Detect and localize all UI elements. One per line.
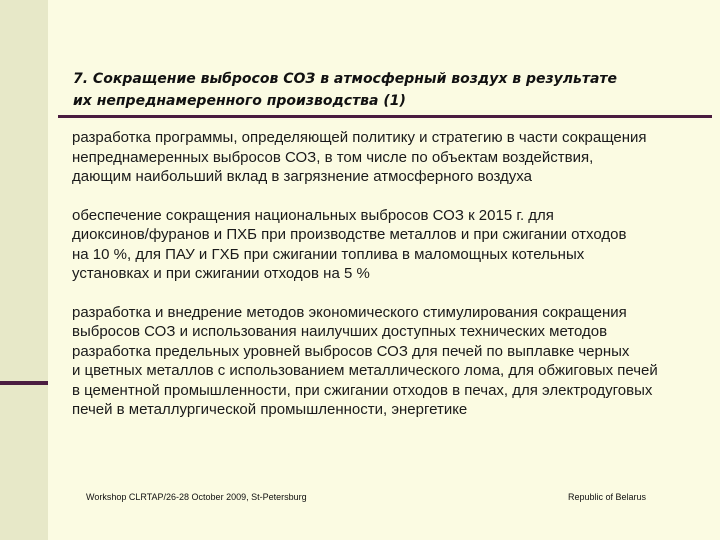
- slide-title: [73, 68, 693, 112]
- paragraph-program: [72, 128, 712, 187]
- paragraph-reduction-targets: [72, 206, 712, 284]
- footer-country: Republic of Belarus: [568, 492, 647, 502]
- slide-title-line-2: их непреднамеренного производства (1): [73, 93, 406, 109]
- paragraph-line: в цементной промышленности, при сжигании отходов в печах, для электродуговых: [72, 381, 653, 399]
- paragraph-line: установках и при сжигании отходов на 5 %: [72, 265, 370, 282]
- paragraph-line: печей в металлургической промышленности, энергетике: [72, 401, 468, 418]
- paragraph-line: диоксинов/фуранов и ПХБ при производстве металлов и при сжигании отходов: [72, 226, 627, 243]
- paragraph-line: дающим наибольший вклад в загрязнение атмосферного воздуха: [72, 168, 532, 185]
- paragraph-line: на 10 %, для ПАУ и ГХБ при сжигании топлива в маломощных котельных: [72, 245, 585, 263]
- left-decorative-bar: [0, 0, 48, 540]
- footer-workshop: Workshop CLRTAP/26-28 October 2009, St-Petersburg: [86, 492, 307, 502]
- paragraph-line: разработка и внедрение методов экономического стимулирования сокращения: [72, 303, 627, 321]
- left-accent-line: [0, 381, 48, 385]
- paragraph-line: и цветных металлов с использованием металлического лома, для обжиговых печей: [72, 362, 658, 379]
- slide-title-line-1: 7. Сокращение выбросов СОЗ в атмосферный воздух в результате: [73, 71, 618, 87]
- title-divider: [58, 115, 712, 118]
- paragraph-line: непреднамеренных выбросов СОЗ, в том числе по объектам воздействия,: [72, 148, 594, 166]
- slide-body: [72, 128, 712, 420]
- paragraph-line: разработка предельных уровней выбросов СОЗ для печей по выплавке черных: [72, 342, 630, 360]
- paragraph-line: разработка программы, определяющей политику и стратегию в части сокращения: [72, 129, 647, 146]
- paragraph-methods: [72, 303, 712, 420]
- paragraph-line: обеспечение сокращения национальных выбросов СОЗ к 2015 г. для: [72, 206, 554, 224]
- paragraph-line: выбросов СОЗ и использования наилучших доступных технических методов: [72, 323, 608, 340]
